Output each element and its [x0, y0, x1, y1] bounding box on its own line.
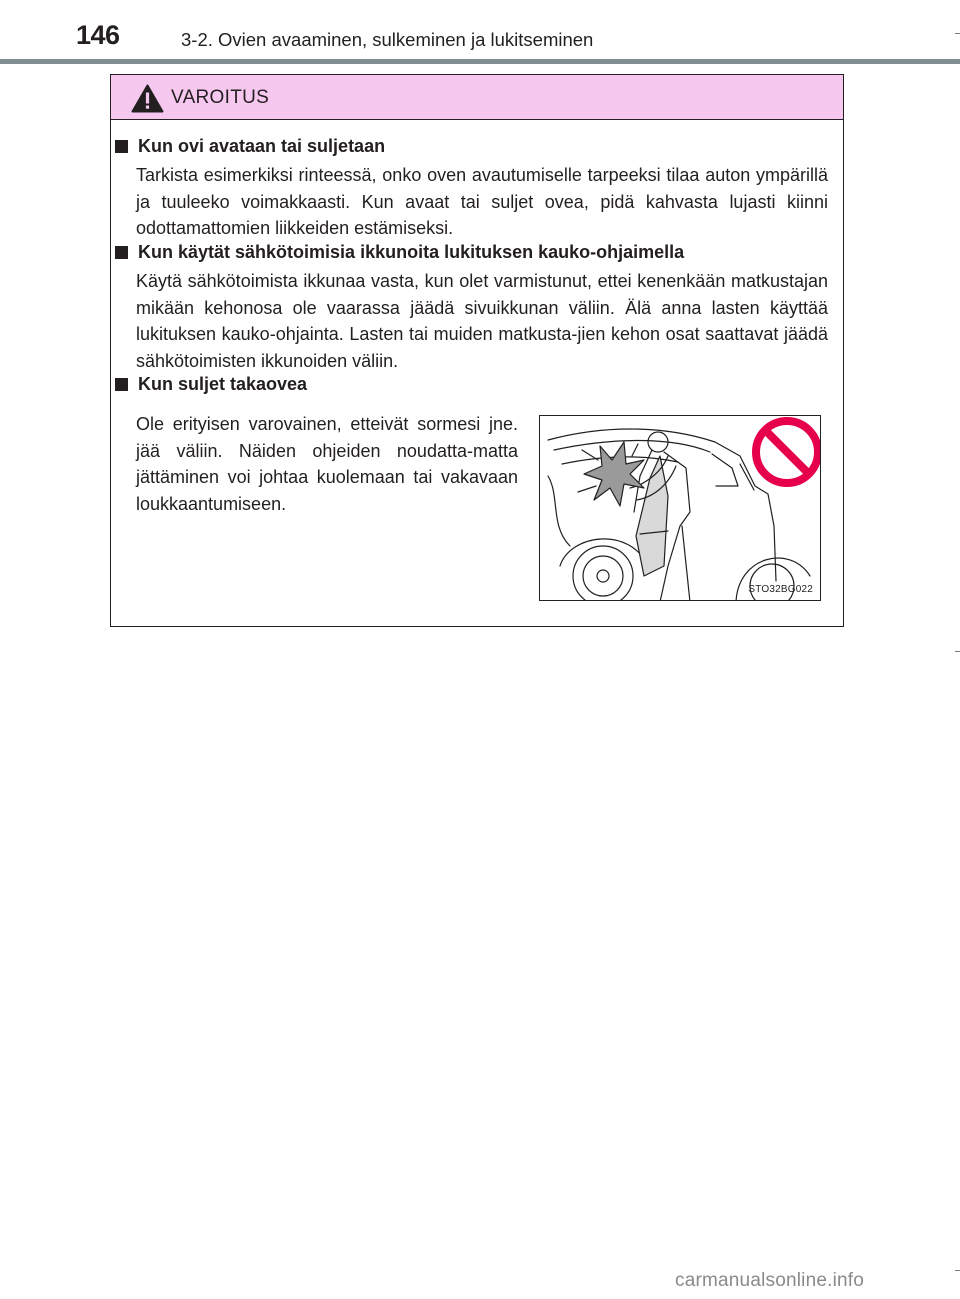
square-bullet-icon [115, 378, 128, 391]
warning-box [110, 74, 844, 627]
warning-label: VAROITUS [171, 87, 270, 108]
crop-mark-middle [955, 651, 960, 652]
square-bullet-icon [115, 140, 128, 153]
section-heading-text: Kun ovi avataan tai suljetaan [138, 136, 386, 156]
section-heading-text: Kun käytät sähkötoimisia ikkunoita lukituksen kauko-ohjaimella [138, 242, 685, 262]
section-heading [115, 242, 684, 263]
square-bullet-icon [115, 246, 128, 259]
watermark: carmanualsonline.info [675, 1270, 865, 1291]
illustration-code: STO32BG022 [748, 584, 813, 595]
section-heading-text: Kun suljet takaovea [138, 374, 308, 394]
page-number: 146 [76, 20, 120, 50]
section-body: Ole erityisen varovainen, etteivät sormesi jne. jää väliin. Näiden ohjeiden noudatta-matta jättäminen voi johtaa kuolemaan tai vakavaan loukkaantumiseen. [136, 414, 518, 514]
warning-header [111, 75, 843, 120]
crop-mark-top [955, 33, 960, 34]
section-body: Tarkista esimerkiksi rinteessä, onko oven avautumiselle tarpeeksi tilaa auton ympärillä ja tuuleeko voimakkaasti. Kun avaat tai suljet ovea, pidä kahvasta lujasti kiinni odottamattomien liikkeiden estämiseksi. [136, 165, 828, 238]
section-title: 3-2. Ovien avaaminen, sulkeminen ja lukitseminen [181, 29, 594, 50]
section-heading [115, 374, 307, 395]
person-closing-car-door-illustration [540, 416, 821, 601]
header-rule [0, 59, 960, 64]
section-heading [115, 136, 385, 157]
crop-mark-bottom [955, 1270, 960, 1271]
section-body: Käytä sähkötoimista ikkunaa vasta, kun olet varmistunut, ettei kenenkään matkustajan mikään kehonosa ole vaarassa jäädä sivuikkunan väliin. Älä anna lasten käyttää lukituksen kauko-ohjainta. Lasten tai muiden matkusta-jien kehon osat saattavat jäädä sähkötoimisten ikkunoiden väliin. [136, 271, 828, 371]
warning-triangle-icon [131, 84, 164, 113]
car-door-illustration [539, 415, 821, 601]
